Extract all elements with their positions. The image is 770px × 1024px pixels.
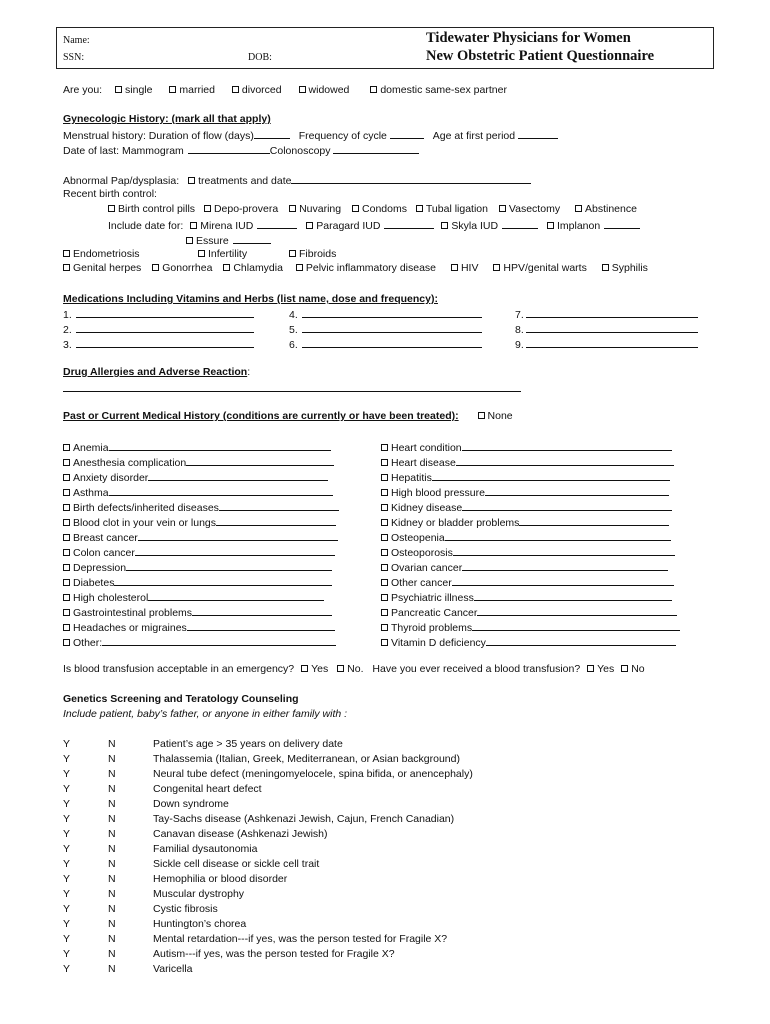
ssn-label: SSN:: [63, 52, 85, 63]
condition-label: Osteopenia: [391, 532, 445, 544]
condition-label: Kidney or bladder problems: [391, 517, 520, 529]
no-option[interactable]: N: [108, 768, 116, 780]
medications-col1: [63, 307, 254, 352]
condition-field[interactable]: [148, 470, 328, 481]
condition-label: Headaches or migraines: [73, 622, 187, 634]
checkbox-osteoporosis[interactable]: [381, 549, 388, 556]
fibroids-item: [289, 248, 336, 260]
checkbox-other[interactable]: [63, 639, 70, 646]
checkbox-diabetes[interactable]: [63, 579, 70, 586]
condition-label: Kidney disease: [391, 502, 463, 514]
checkbox-essure[interactable]: [186, 237, 193, 244]
checkbox-depo-provera[interactable]: [204, 205, 211, 212]
yes-option[interactable]: Y: [63, 828, 71, 840]
condition-field[interactable]: [126, 560, 332, 571]
condition-field[interactable]: [186, 455, 334, 466]
med-number: 4.: [289, 309, 298, 321]
frequency-label: Frequency of cycle: [298, 130, 387, 142]
checkbox-fibroids[interactable]: [289, 250, 296, 257]
condition-field[interactable]: [187, 620, 335, 631]
checkbox-received-yes[interactable]: [587, 665, 594, 672]
condition-field[interactable]: [453, 545, 675, 556]
nuvaring-label: Nuvaring: [299, 203, 342, 215]
infertility-item: [198, 248, 247, 260]
colonoscopy-label: Colonoscopy: [269, 145, 331, 157]
checkbox-kidney-bladder[interactable]: [381, 519, 388, 526]
skyla-date-field[interactable]: [502, 218, 538, 229]
med-number: 7.: [515, 309, 524, 321]
condition-field[interactable]: [432, 470, 670, 481]
genetics-item-label: Varicella: [153, 963, 193, 975]
condition-field[interactable]: [219, 500, 339, 511]
checkbox-blood-clot[interactable]: [63, 519, 70, 526]
checkbox-asthma[interactable]: [63, 489, 70, 496]
condition-field[interactable]: [477, 605, 677, 616]
infertility-label: Infertility: [208, 248, 248, 260]
yes-option[interactable]: Y: [63, 813, 71, 825]
yes-option[interactable]: Y: [63, 933, 71, 945]
genetics-item-label: Tay-Sachs disease (Ashkenazi Jewish, Cajun, French Canadian): [153, 813, 455, 825]
checkbox-abstinence[interactable]: [575, 205, 582, 212]
yes-option[interactable]: Y: [63, 918, 71, 930]
checkbox-widowed[interactable]: [299, 86, 306, 93]
genetics-row: [63, 752, 473, 767]
condition-label: Osteoporosis: [391, 547, 453, 559]
checkbox-gonorrhea[interactable]: [152, 264, 159, 271]
hpv-label: HPV/genital warts: [503, 262, 587, 274]
condition-label: Asthma: [73, 487, 109, 499]
no-option[interactable]: N: [108, 888, 116, 900]
no-option[interactable]: N: [108, 933, 116, 945]
med-number: 2.: [63, 324, 72, 336]
med-field-8[interactable]: [526, 322, 698, 333]
genetics-item-label: Down syndrome: [153, 798, 229, 810]
condition-field[interactable]: [148, 590, 324, 601]
no-option[interactable]: N: [108, 813, 116, 825]
checkbox-married[interactable]: [169, 86, 176, 93]
transfusion-question-1: Is blood transfusion acceptable in an emergency?: [63, 663, 295, 675]
yes-label: Yes: [311, 663, 329, 675]
no-option[interactable]: N: [108, 783, 116, 795]
condition-label: High blood pressure: [391, 487, 485, 499]
medical-history-heading: Past or Current Medical History (conditions are currently or have been treated):: [63, 410, 459, 422]
condition-label: Hepatitis: [391, 472, 432, 484]
genetics-row: [63, 917, 473, 932]
checkbox-single[interactable]: [115, 86, 122, 93]
checkbox-transfusion-no[interactable]: [337, 665, 344, 672]
med-field-5[interactable]: [302, 322, 482, 333]
genetics-item-label: Cystic fibrosis: [153, 903, 218, 915]
yes-option[interactable]: Y: [63, 888, 71, 900]
checkbox-high-bp[interactable]: [381, 489, 388, 496]
mirena-label: Mirena IUD: [200, 220, 254, 232]
birth-control-options: [108, 203, 637, 215]
condition-field[interactable]: [519, 515, 669, 526]
medical-history-right: [381, 440, 680, 650]
genetics-list: [63, 737, 473, 977]
checkbox-syphilis[interactable]: [602, 264, 609, 271]
mirena-date-field[interactable]: [257, 218, 297, 229]
genetics-subheading: Include patient, baby’s father, or anyone in either family with :: [63, 708, 348, 720]
genetics-row: [63, 797, 473, 812]
pap-treatment-field[interactable]: [291, 173, 531, 184]
essure-date-field[interactable]: [233, 233, 271, 244]
option-single: single: [125, 84, 153, 96]
birth-control-label: Recent birth control:: [63, 188, 157, 200]
age-first-period-label: Age at first period: [432, 130, 516, 142]
condition-field[interactable]: [486, 635, 676, 646]
no-label: No: [631, 663, 645, 675]
genetics-item-label: Familial dysautonomia: [153, 843, 258, 855]
condition-field[interactable]: [452, 575, 674, 586]
checkbox-endometriosis[interactable]: [63, 250, 70, 257]
no-label: No.: [347, 663, 364, 675]
condition-field[interactable]: [114, 575, 332, 586]
option-married: married: [179, 84, 215, 96]
syphilis-label: Syphilis: [611, 262, 648, 274]
condition-label: Anesthesia complication: [73, 457, 187, 469]
genetics-item-label: Sickle cell disease or sickle cell trait: [153, 858, 320, 870]
condition-field[interactable]: [216, 515, 336, 526]
checkbox-pap-treatment[interactable]: [188, 177, 195, 184]
option-domestic-partner: domestic same-sex partner: [380, 84, 507, 96]
condition-field[interactable]: [109, 440, 331, 451]
gyn-conditions-row1: [63, 248, 140, 260]
checkbox-thyroid[interactable]: [381, 624, 388, 631]
checkbox-hepatitis[interactable]: [381, 474, 388, 481]
yes-option[interactable]: Y: [63, 873, 71, 885]
implanon-label: Implanon: [557, 220, 601, 232]
checkbox-anemia[interactable]: [63, 444, 70, 451]
dob-label: DOB:: [248, 52, 272, 63]
genetics-item-label: Mental retardation---if yes, was the person tested for Fragile X?: [153, 933, 448, 945]
condition-field[interactable]: [192, 605, 332, 616]
no-option[interactable]: N: [108, 918, 116, 930]
genetics-row: [63, 842, 473, 857]
gonorrhea-label: Gonorrhea: [162, 262, 213, 274]
yes-option[interactable]: Y: [63, 753, 71, 765]
pap-treatment-label: treatments and date: [198, 175, 292, 187]
checkbox-transfusion-yes[interactable]: [301, 665, 308, 672]
condition-label: High cholesterol: [73, 592, 149, 604]
checkbox-divorced[interactable]: [232, 86, 239, 93]
checkbox-other-cancer[interactable]: [381, 579, 388, 586]
checkbox-skyla[interactable]: [441, 222, 448, 229]
checkbox-received-no[interactable]: [621, 665, 628, 672]
no-option[interactable]: N: [108, 753, 116, 765]
checkbox-anxiety[interactable]: [63, 474, 70, 481]
allergies-heading-row: [63, 366, 250, 378]
genetics-item-label: Muscular dystrophy: [153, 888, 245, 900]
no-option[interactable]: N: [108, 963, 116, 975]
no-option[interactable]: N: [108, 843, 116, 855]
checkbox-hiv[interactable]: [451, 264, 458, 271]
marital-status-row: [63, 84, 507, 96]
iud-row: [108, 218, 640, 232]
med-field-7[interactable]: [526, 307, 698, 318]
condition-label: Anemia: [73, 442, 109, 454]
med-field-1[interactable]: [76, 307, 254, 318]
checkbox-headaches[interactable]: [63, 624, 70, 631]
include-date-label: Include date for:: [108, 220, 184, 232]
yes-option[interactable]: Y: [63, 843, 71, 855]
paragard-label: Paragard IUD: [316, 220, 381, 232]
condition-label: Breast cancer: [73, 532, 138, 544]
checkbox-gi-problems[interactable]: [63, 609, 70, 616]
genetics-item-label: Congenital heart defect: [153, 783, 262, 795]
yes-option[interactable]: Y: [63, 738, 71, 750]
medications-col3: [515, 307, 698, 352]
checkbox-birth-defects[interactable]: [63, 504, 70, 511]
condition-label: Heart condition: [391, 442, 462, 454]
checkbox-implanon[interactable]: [547, 222, 554, 229]
transfusion-question-2: Have you ever received a blood transfusion?: [372, 663, 581, 675]
condition-label: Psychiatric illness: [391, 592, 474, 604]
tubal-ligation-label: Tubal ligation: [425, 203, 488, 215]
genetics-row: [63, 887, 473, 902]
implanon-date-field[interactable]: [604, 218, 640, 229]
none-label: None: [487, 410, 513, 422]
yes-option[interactable]: Y: [63, 948, 71, 960]
med-field-3[interactable]: [76, 337, 254, 348]
no-option[interactable]: N: [108, 903, 116, 915]
medical-history-heading-row: [63, 410, 513, 422]
checkbox-breast-cancer[interactable]: [63, 534, 70, 541]
condition-field[interactable]: [456, 455, 674, 466]
med-field-4[interactable]: [302, 307, 482, 318]
condition-label: Gastrointestinal problems: [73, 607, 193, 619]
checkbox-osteopenia[interactable]: [381, 534, 388, 541]
condition-label: Vitamin D deficiency: [391, 637, 486, 649]
checkbox-pancreatic-cancer[interactable]: [381, 609, 388, 616]
allergies-heading: Drug Allergies and Adverse Reaction: [63, 366, 248, 378]
condition-field[interactable]: [135, 545, 335, 556]
medications-col2: [289, 307, 482, 352]
condition-label: Other:: [73, 637, 103, 649]
condition-field[interactable]: [474, 590, 672, 601]
checkbox-ovarian-cancer[interactable]: [381, 564, 388, 571]
allergies-colon: :: [247, 366, 251, 378]
med-field-9[interactable]: [526, 337, 698, 348]
menstrual-row: [63, 128, 558, 142]
genital-herpes-label: Genital herpes: [73, 262, 142, 274]
med-number: 1.: [63, 309, 72, 321]
condition-field[interactable]: [472, 620, 680, 631]
chlamydia-label: Chlamydia: [233, 262, 283, 274]
condoms-label: Condoms: [362, 203, 407, 215]
condition-field[interactable]: [102, 635, 336, 646]
checkbox-heart-condition[interactable]: [381, 444, 388, 451]
checkbox-pid[interactable]: [296, 264, 303, 271]
med-number: 6.: [289, 339, 298, 351]
essure-label: Essure: [196, 235, 229, 247]
checkbox-infertility[interactable]: [198, 250, 205, 257]
hiv-label: HIV: [460, 262, 479, 274]
checkbox-vasectomy[interactable]: [499, 205, 506, 212]
yes-option[interactable]: Y: [63, 903, 71, 915]
transfusion-row: [63, 663, 645, 675]
genetics-row: [63, 857, 473, 872]
condition-label: Depression: [73, 562, 127, 574]
flow-duration-field[interactable]: [254, 128, 290, 139]
condition-label: Blood clot in your vein or lungs: [73, 517, 216, 529]
pid-label: Pelvic inflammatory disease: [305, 262, 437, 274]
pap-label: Abnormal Pap/dysplasia:: [63, 175, 180, 187]
condition-label: Anxiety disorder: [73, 472, 149, 484]
genetics-heading: Genetics Screening and Teratology Counseling: [63, 693, 299, 705]
endometriosis-label: Endometriosis: [73, 248, 140, 260]
no-option[interactable]: N: [108, 798, 116, 810]
checkbox-psychiatric[interactable]: [381, 594, 388, 601]
condition-field[interactable]: [462, 500, 672, 511]
abstinence-label: Abstinence: [585, 203, 637, 215]
yes-option[interactable]: Y: [63, 858, 71, 870]
condition-label: Diabetes: [73, 577, 115, 589]
name-label: Name:: [63, 35, 90, 46]
genetics-item-label: Canavan disease (Ashkenazi Jewish): [153, 828, 328, 840]
no-option[interactable]: N: [108, 738, 116, 750]
med-number: 8.: [515, 324, 524, 336]
allergies-line-row: [63, 381, 521, 395]
mammogram-date-field[interactable]: [188, 143, 270, 154]
genetics-row: [63, 737, 473, 752]
condition-field[interactable]: [138, 530, 338, 541]
checkbox-bc-pills[interactable]: [108, 205, 115, 212]
condition-label: Thyroid problems: [391, 622, 473, 634]
yes-option[interactable]: Y: [63, 768, 71, 780]
checkbox-hpv[interactable]: [493, 264, 500, 271]
genetics-row: [63, 947, 473, 962]
genetics-row: [63, 827, 473, 842]
genetics-row: [63, 767, 473, 782]
condition-label: Birth defects/inherited diseases: [73, 502, 219, 514]
vasectomy-label: Vasectomy: [508, 203, 561, 215]
genetics-item-label: Huntington’s chorea: [153, 918, 247, 930]
mammogram-label: Date of last: Mammogram: [63, 145, 184, 157]
genetics-row: [63, 812, 473, 827]
colonoscopy-date-field[interactable]: [333, 143, 419, 154]
checkbox-none[interactable]: [478, 412, 485, 419]
clinic-title: Tidewater Physicians for Women: [426, 30, 631, 46]
paragard-date-field[interactable]: [384, 218, 434, 229]
checkbox-chlamydia[interactable]: [223, 264, 230, 271]
med-field-2[interactable]: [76, 322, 254, 333]
frequency-field[interactable]: [390, 128, 424, 139]
no-option[interactable]: N: [108, 858, 116, 870]
checkbox-mirena[interactable]: [190, 222, 197, 229]
condition-label: Pancreatic Cancer: [391, 607, 478, 619]
essure-row: [186, 233, 271, 247]
menstrual-label: Menstrual history: Duration of flow (days): [63, 130, 254, 142]
checkbox-vitamin-d[interactable]: [381, 639, 388, 646]
checkbox-depression[interactable]: [63, 564, 70, 571]
medical-history-left: [63, 440, 339, 650]
yes-option[interactable]: Y: [63, 798, 71, 810]
checkbox-heart-disease[interactable]: [381, 459, 388, 466]
no-option[interactable]: N: [108, 948, 116, 960]
med-number: 9.: [515, 339, 524, 351]
no-option[interactable]: N: [108, 873, 116, 885]
checkbox-colon-cancer[interactable]: [63, 549, 70, 556]
screening-row: [63, 143, 419, 157]
no-option[interactable]: N: [108, 828, 116, 840]
genetics-row: [63, 782, 473, 797]
checkbox-kidney-disease[interactable]: [381, 504, 388, 511]
condition-field[interactable]: [485, 485, 669, 496]
medications-heading: Medications Including Vitamins and Herbs (list name, dose and frequency):: [63, 293, 438, 305]
genetics-row: [63, 932, 473, 947]
gyn-conditions-row2: [63, 262, 648, 274]
condition-field[interactable]: [109, 485, 333, 496]
condition-label: Ovarian cancer: [391, 562, 463, 574]
genetics-item-label: Hemophilia or blood disorder: [153, 873, 288, 885]
condition-label: Heart disease: [391, 457, 456, 469]
condition-label: Other cancer: [391, 577, 452, 589]
condition-field[interactable]: [445, 530, 671, 541]
checkbox-anesthesia[interactable]: [63, 459, 70, 466]
condition-field[interactable]: [462, 560, 668, 571]
genetics-row: [63, 962, 473, 977]
gyn-heading: Gynecologic History: (mark all that apply): [63, 113, 271, 125]
yes-option[interactable]: Y: [63, 783, 71, 795]
checkbox-genital-herpes[interactable]: [63, 264, 70, 271]
marital-label: Are you:: [63, 84, 103, 96]
checkbox-paragard[interactable]: [306, 222, 313, 229]
med-number: 5.: [289, 324, 298, 336]
genetics-row: [63, 872, 473, 887]
option-divorced: divorced: [241, 84, 282, 96]
depo-provera-label: Depo-provera: [213, 203, 279, 215]
yes-label: Yes: [597, 663, 615, 675]
genetics-item-label: Patient’s age > 35 years on delivery date: [153, 738, 343, 750]
pap-row: [63, 173, 531, 187]
allergies-field[interactable]: [63, 381, 521, 392]
genetics-item-label: Neural tube defect (meningomyelocele, spina bifida, or anencephaly): [153, 768, 473, 780]
form-title: New Obstetric Patient Questionnaire: [426, 48, 655, 64]
checkbox-high-cholesterol[interactable]: [63, 594, 70, 601]
skyla-label: Skyla IUD: [451, 220, 499, 232]
checkbox-domestic-partner[interactable]: [370, 86, 377, 93]
condition-label: Colon cancer: [73, 547, 135, 559]
condition-field[interactable]: [462, 440, 672, 451]
genetics-item-label: Autism---if yes, was the person tested for Fragile X?: [153, 948, 395, 960]
checkbox-nuvaring[interactable]: [289, 205, 296, 212]
genetics-item-label: Thalassemia (Italian, Greek, Mediterranean, or Asian background): [153, 753, 460, 765]
checkbox-tubal-ligation[interactable]: [416, 205, 423, 212]
med-number: 3.: [63, 339, 72, 351]
fibroids-label: Fibroids: [299, 248, 337, 260]
bc-pills-label: Birth control pills: [118, 203, 196, 215]
genetics-row: [63, 902, 473, 917]
option-widowed: widowed: [308, 84, 350, 96]
checkbox-condoms[interactable]: [352, 205, 359, 212]
med-field-6[interactable]: [302, 337, 482, 348]
age-first-period-field[interactable]: [518, 128, 558, 139]
yes-option[interactable]: Y: [63, 963, 71, 975]
